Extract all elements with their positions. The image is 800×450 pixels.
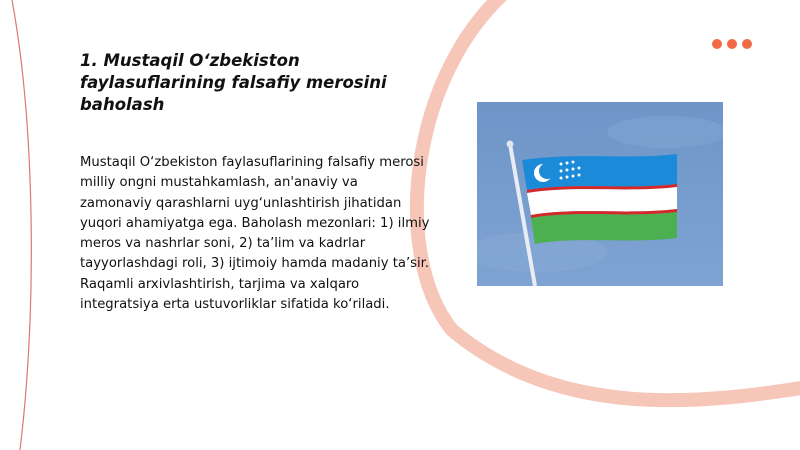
dot xyxy=(727,39,737,49)
dot xyxy=(742,39,752,49)
cloud xyxy=(607,116,723,148)
dot xyxy=(712,39,722,49)
slide-title: 1. Mustaqil O‘zbekiston faylasuflarining falsafiy merosini baholash xyxy=(80,51,387,114)
flagpole-finial xyxy=(507,141,514,148)
slide-body-text: Mustaqil O‘zbekiston faylasuflarining falsafiy merosi milliy ongni mustahkamlash, an'anaviy va zamonaviy qarashlarni uyg‘unlashtirish jihatidan yuqori ahamiyatga ega. Baholash mezonlari: 1) ilmiy meros va nashrlar soni, 2) ta’lim va kadrlar tayyorlashdagi roli, 3) ijtimoiy hamda madaniy ta’sir. Raqamli arxivlashtirish, tarjima va xalqaro integratsiya erta ustuvorliklar sifatida ko‘riladi. xyxy=(80,155,430,313)
more-dots-icon xyxy=(712,39,752,49)
decorative-thin-line xyxy=(12,0,31,450)
flag-white-stripe xyxy=(527,187,677,215)
flag-green-stripe xyxy=(531,212,677,244)
uzbekistan-flag-photo xyxy=(477,102,723,286)
crescent-cutout xyxy=(539,163,555,179)
